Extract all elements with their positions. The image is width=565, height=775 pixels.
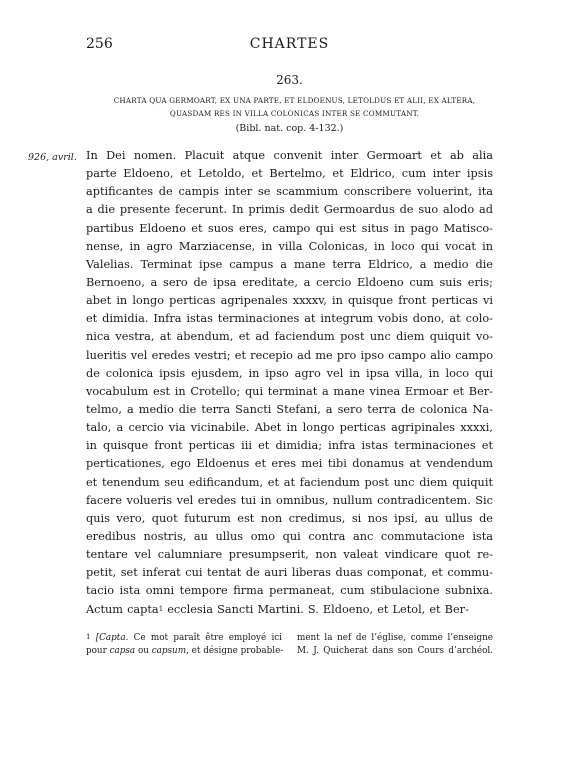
footnote-column-right [297, 632, 493, 658]
body-line: et tenendum seu edificandum, et at faciendum post unc diem quiquit [86, 475, 493, 489]
body-line: vocabulum est in Crotello; qui terminat a mane vinea Ermoar et Ber- [86, 384, 493, 398]
running-head [86, 36, 493, 52]
footnote-text: , et désigne probable- [186, 646, 284, 656]
charter-body [86, 147, 493, 619]
body-line: de colonica ipsis ejusdem, in ipso agro vel in ipsa villa, in loco qui [86, 366, 493, 380]
body-line: in quisque front perticas iii et dimidia; infra istas terminaciones et [86, 439, 493, 453]
body-line: In Dei nomen. Placuit atque convenit inter Germoart et ab alia [86, 149, 493, 162]
charter-title-line: CHARTA QUA GERMOART, EX UNA PARTE, ET ELDOENUS, LETOLDUS ET ALII, EX ALTERA, [113, 96, 476, 105]
body-line: petit, set inferat cui tentat de auri liberas duas componat, et commu- [86, 566, 493, 580]
body-line: lueritis vel eredes vestri; et recepio ad me pro ipso campo alio campo [86, 348, 493, 362]
body-line: eredibus nostris, au ullus omo qui contra anc commutacione ista [86, 529, 493, 543]
body-line: Valelias. Terminat ipse campus a mane terra Eldrico, a medio die [86, 257, 493, 271]
running-title: CHARTES [249, 36, 330, 52]
footnote-term: capsa [109, 646, 136, 656]
footnote-line [86, 645, 282, 658]
body-line: nica vestra, at abendum, et ad faciendum post unc diem quiquit vo- [86, 330, 493, 344]
body-line: aptificantes de campis inter se scammium conscribere voluerint, ita [86, 185, 493, 199]
body-line: facere volueris vel eredes tui in omnibus, nullum contradicentem. Sic [86, 493, 493, 507]
footnote-ref: 1 [158, 604, 164, 613]
footnote-column-left [86, 632, 282, 658]
footnote-term: [Capta. [95, 633, 129, 643]
body-line: telmo, a medio die terra Sancti Stefani, a sero terra de colonica Na- [86, 402, 493, 416]
footnote-line: ment la nef de l’église, comme l’enseigne [297, 633, 493, 643]
footnote-text: ou [135, 646, 152, 656]
charter-number: 263. [276, 73, 303, 87]
charter-title [88, 94, 501, 120]
footnote-text: Ce mot paraît être employé ici [128, 633, 282, 643]
charter-source: (Bibl. nat. cop. 4-132.) [235, 123, 344, 134]
body-line: talo, a cercio via vicinabile. Abet in longo perticas agripinales xxxxi, [86, 421, 493, 435]
body-line: Bernoeno, a sero de ipsa ereditate, a cercio Eldoeno cum suis eris; [86, 275, 493, 289]
footnote-text: pour [86, 646, 110, 656]
body-line: nense, in agro Marziacense, in villa Colonicas, in loco qui vocat in [86, 239, 493, 253]
body-line: abet in longo perticas agripenales xxxxv, in quisque front perticas vi [86, 294, 493, 308]
body-line: partibus Eldoeno et suos eres, campo qui est situs in pago Matisco- [86, 221, 493, 235]
footnote-line: M. J. Quicherat dans son Cours d’archéol. [297, 646, 493, 656]
body-line: quis vero, quot futurum est non credimus, si nos ipsi, au ullus de [86, 511, 493, 525]
body-line: perticationes, ego Eldoenus et eres mei tibi donamus at vendendum [86, 457, 493, 471]
body-text-fragment: Actum capta [86, 602, 159, 616]
body-text-fragment: ecclesia Sancti Martini. S. Eldoeno, et Letol, et Ber- [163, 602, 469, 616]
body-line: parte Eldoeno, et Letoldo, et Bertelmo, et Eldrico, cum inter ipsis [86, 167, 493, 181]
body-line: tentare vel calumniare presumpserit, non valeat vindicare quot re- [86, 548, 493, 562]
footnote-marker: 1 [86, 633, 91, 641]
page-number: 256 [86, 36, 113, 52]
margin-date: 926, avril. [28, 152, 77, 163]
body-line: tacio ista omni tempore firma permaneat, cum stibulacione subnixa. [86, 584, 493, 598]
footnote-term: capsum [151, 646, 187, 656]
footnote-line [86, 632, 282, 645]
charter-title-line: QUASDAM RES IN VILLA COLONICAS INTER SE COMMUTANT. [169, 109, 420, 118]
body-line-last [86, 601, 493, 619]
body-line: a die presente fecerunt. In primis dedit Germoardus de suo alodo ad [86, 203, 493, 217]
body-line: et dimidia. Infra istas terminaciones at integrum vobis dono, at colo- [86, 312, 493, 326]
